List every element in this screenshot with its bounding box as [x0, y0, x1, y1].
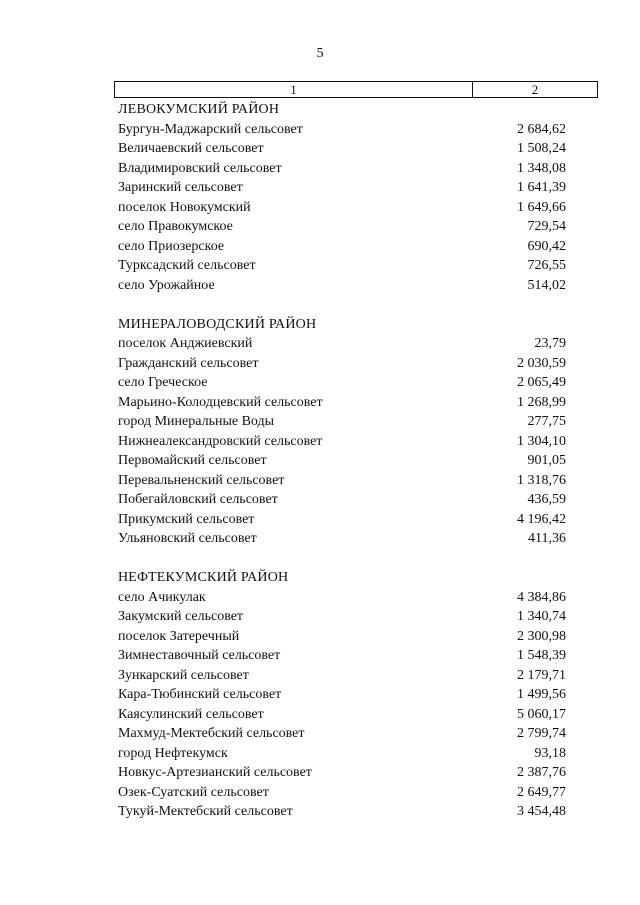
municipality-value: 1 548,39 — [517, 648, 566, 663]
table-row — [118, 763, 566, 783]
municipality-name: село Греческое — [118, 375, 208, 390]
municipality-name: Закумский сельсовет — [118, 609, 244, 624]
municipality-value: 901,05 — [527, 453, 566, 468]
municipality-value: 4 196,42 — [517, 511, 566, 527]
municipality-value: 1 649,66 — [517, 199, 566, 215]
municipality-value: 23,79 — [534, 336, 566, 351]
table-row — [118, 607, 566, 627]
table-row — [118, 373, 566, 393]
table-row — [118, 705, 566, 725]
municipality-value: 2 684,62 — [517, 121, 566, 137]
table-row — [118, 237, 566, 257]
municipality-name: поселок Новокумский — [118, 199, 251, 215]
district-table — [118, 100, 566, 822]
municipality-value: 4 384,86 — [517, 589, 566, 605]
municipality-name: Зункарский сельсовет — [118, 667, 249, 683]
municipality-name: Махмуд-Мектебский сельсовет — [118, 726, 305, 741]
municipality-value: 1 340,74 — [517, 609, 566, 624]
table-row — [118, 178, 566, 198]
section-title: ЛЕВОКУМСКИЙ РАЙОН — [118, 102, 280, 117]
table-row — [118, 802, 566, 822]
table-row — [118, 393, 566, 413]
column-header-row — [114, 81, 598, 98]
municipality-name: село Урожайное — [118, 277, 215, 293]
municipality-value: 2 649,77 — [517, 784, 566, 800]
municipality-value: 2 030,59 — [517, 355, 566, 371]
municipality-value: 93,18 — [534, 745, 566, 761]
municipality-name: Владимировский сельсовет — [118, 160, 282, 176]
municipality-name: Озек-Суатский сельсовет — [118, 784, 269, 800]
municipality-name: село Правокумское — [118, 219, 233, 234]
table-row — [118, 432, 566, 452]
municipality-value: 411,36 — [528, 531, 566, 546]
table-row — [118, 451, 566, 471]
municipality-value: 1 499,56 — [517, 687, 566, 702]
municipality-value: 1 641,39 — [517, 180, 566, 195]
municipality-value: 729,54 — [527, 219, 566, 234]
table-row — [118, 627, 566, 647]
table-row — [118, 198, 566, 218]
municipality-name: Прикумский сельсовет — [118, 511, 255, 527]
municipality-name: город Минеральные Воды — [118, 414, 275, 429]
municipality-name: город Нефтекумск — [118, 745, 228, 761]
municipality-value: 2 387,76 — [517, 765, 566, 780]
municipality-name: Бургун-Маджарский сельсовет — [118, 121, 303, 137]
section-spacer — [118, 549, 566, 569]
municipality-value: 5 060,17 — [517, 706, 566, 722]
municipality-name: Кара-Тюбинский сельсовет — [118, 687, 282, 702]
municipality-value: 1 348,08 — [517, 160, 566, 176]
municipality-name: поселок Затеречный — [118, 628, 240, 644]
table-row — [118, 588, 566, 608]
municipality-name: Гражданский сельсовет — [118, 355, 259, 371]
municipality-name: Ульяновский сельсовет — [118, 531, 257, 546]
table-row — [118, 159, 566, 179]
table-row — [118, 490, 566, 510]
column-header-1: 1 — [115, 82, 473, 97]
municipality-value: 3 454,48 — [517, 804, 566, 819]
municipality-value: 2 065,49 — [517, 375, 566, 390]
municipality-value: 1 268,99 — [517, 394, 566, 410]
municipality-name: Величаевский сельсовет — [118, 141, 264, 156]
table-row — [118, 646, 566, 666]
table-row — [118, 139, 566, 159]
municipality-value: 2 179,71 — [517, 667, 566, 683]
table-row — [118, 217, 566, 237]
table-row — [118, 510, 566, 530]
table-row — [118, 685, 566, 705]
section-spacer — [118, 295, 566, 315]
section-title: НЕФТЕКУМСКИЙ РАЙОН — [118, 570, 289, 585]
municipality-value: 1 508,24 — [517, 141, 566, 156]
municipality-name: Тукуй-Мектебский сельсовет — [118, 804, 293, 819]
table-row — [118, 744, 566, 764]
municipality-value: 1 304,10 — [517, 433, 566, 449]
municipality-value: 2 300,98 — [517, 628, 566, 644]
municipality-name: Каясулинский сельсовет — [118, 706, 264, 722]
municipality-name: село Приозерское — [118, 238, 225, 254]
table-row — [118, 412, 566, 432]
table-row — [118, 334, 566, 354]
page-number: 5 — [316, 46, 324, 61]
column-header-2: 2 — [531, 82, 539, 97]
table-row — [118, 529, 566, 549]
municipality-value: 277,75 — [527, 414, 566, 429]
municipality-name: Первомайский сельсовет — [118, 453, 267, 468]
municipality-name: Марьино-Колодцевский сельсовет — [118, 394, 323, 410]
municipality-name: село Ачикулак — [118, 589, 206, 605]
municipality-value: 436,59 — [527, 492, 566, 507]
municipality-value: 2 799,74 — [517, 726, 566, 741]
table-row — [118, 471, 566, 491]
municipality-value: 726,55 — [527, 258, 566, 273]
municipality-name: Новкус-Артезианский сельсовет — [118, 765, 312, 780]
table-row — [118, 354, 566, 374]
table-row — [118, 120, 566, 140]
municipality-value: 1 318,76 — [517, 472, 566, 488]
municipality-name: Нижнеалександровский сельсовет — [118, 433, 323, 449]
municipality-name: Заринский сельсовет — [118, 180, 243, 195]
table-row — [118, 783, 566, 803]
section-title: МИНЕРАЛОВОДСКИЙ РАЙОН — [118, 316, 317, 332]
municipality-name: поселок Анджиевский — [118, 336, 253, 351]
table-row — [118, 724, 566, 744]
table-row — [118, 256, 566, 276]
municipality-name: Турксадский сельсовет — [118, 258, 256, 273]
municipality-name: Побегайловский сельсовет — [118, 492, 278, 507]
municipality-name: Перевальненский сельсовет — [118, 472, 285, 488]
table-row — [118, 276, 566, 296]
table-row — [118, 666, 566, 686]
municipality-name: Зимнеставочный сельсовет — [118, 648, 281, 663]
municipality-value: 690,42 — [527, 238, 566, 254]
municipality-value: 514,02 — [527, 277, 566, 293]
